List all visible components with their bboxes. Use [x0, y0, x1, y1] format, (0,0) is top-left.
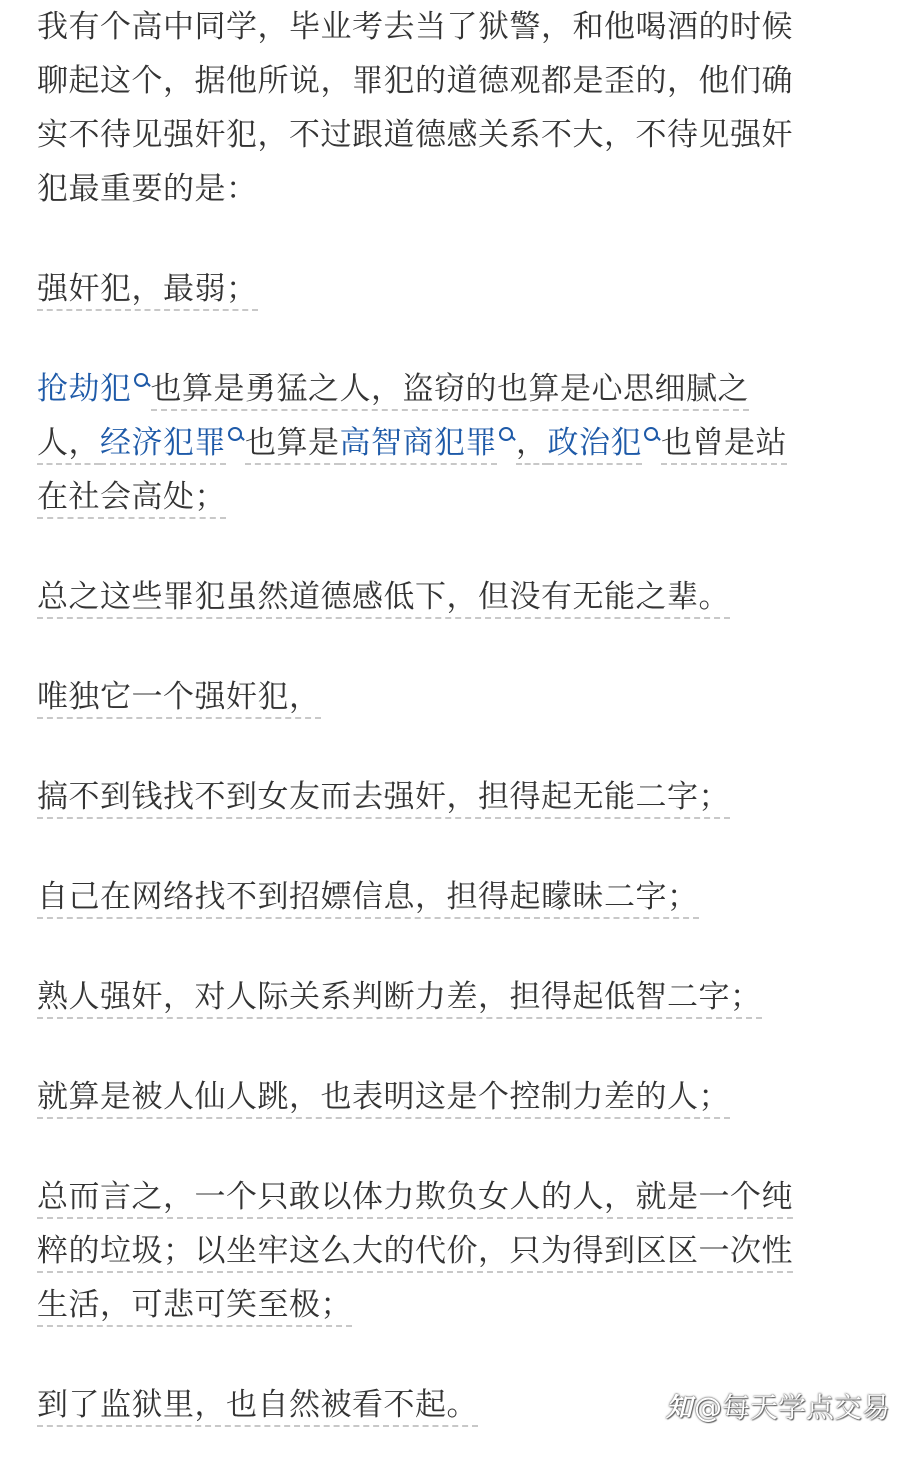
text-line: 实不待见强奸犯，不过跟道德感关系不大，不待见强奸 — [37, 117, 793, 153]
paragraph-conclusion — [37, 1170, 849, 1332]
text-line: 生活，可悲可笑至极； — [37, 1287, 352, 1327]
text-line: 在社会高处； — [37, 479, 226, 519]
text-line: 也算是 — [245, 425, 340, 465]
text-line: 人， — [37, 425, 100, 465]
paragraph-weakest — [37, 262, 849, 316]
text-line: 也曾是站 — [661, 425, 787, 465]
text-line: 聊起这个，据他所说，罪犯的道德观都是歪的，他们确 — [37, 63, 793, 99]
paragraph-crime-types — [37, 362, 849, 524]
text-line: 熟人强奸，对人际关系判断力差，担得起低智二字； — [37, 979, 762, 1019]
text-line: 也算是勇猛之人，盗窃的也算是心思细腻之 — [151, 371, 750, 411]
text-line: 我有个高中同学，毕业考去当了狱警，和他喝酒的时候 — [37, 9, 793, 45]
paragraph-self-control — [37, 1070, 849, 1124]
article-body — [37, 0, 849, 1463]
text-line: ， — [516, 425, 548, 465]
text-line: 自己在网络找不到招嫖信息，担得起矇昧二字； — [37, 879, 699, 919]
search-icon[interactable] — [498, 426, 516, 444]
text-line: 粹的垃圾；以坐牢这么大的代价，只为得到区区一次性 — [37, 1233, 793, 1273]
text-line: 犯最重要的是： — [37, 171, 258, 207]
text-line: 就算是被人仙人跳，也表明这是个控制力差的人； — [37, 1079, 730, 1119]
zhihu-logo-icon: 知 — [665, 1393, 692, 1423]
text-line: 到了监狱里，也自然被看不起。 — [37, 1387, 478, 1427]
keyword-link-robbery[interactable]: 抢劫犯 — [37, 371, 132, 407]
paragraph-low-iq — [37, 970, 849, 1024]
search-icon[interactable] — [643, 426, 661, 444]
keyword-link-political-crime[interactable]: 政治犯 — [548, 425, 643, 465]
keyword-link-high-iq-crime[interactable]: 高智商犯罪 — [340, 425, 498, 465]
watermark-text: @每天学点交易 — [693, 1391, 890, 1424]
paragraph-no-incompetent — [37, 570, 849, 624]
text-line: 强奸犯，最弱； — [37, 271, 258, 311]
paragraph-intro — [37, 0, 849, 216]
text-line: 总之这些罪犯虽然道德感低下，但没有无能之辈。 — [37, 579, 730, 619]
paragraph-incompetent — [37, 770, 849, 824]
text-line: 搞不到钱找不到女友而去强奸，担得起无能二字； — [37, 779, 730, 819]
text-line: 唯独它一个强奸犯， — [37, 679, 321, 719]
search-icon[interactable] — [227, 426, 245, 444]
search-icon[interactable] — [133, 372, 151, 390]
paragraph-only-one — [37, 670, 849, 724]
paragraph-ignorant — [37, 870, 849, 924]
watermark — [666, 1388, 890, 1428]
keyword-link-economic-crime[interactable]: 经济犯罪 — [100, 425, 226, 465]
text-line: 总而言之，一个只敢以体力欺负女人的人，就是一个纯 — [37, 1179, 793, 1219]
